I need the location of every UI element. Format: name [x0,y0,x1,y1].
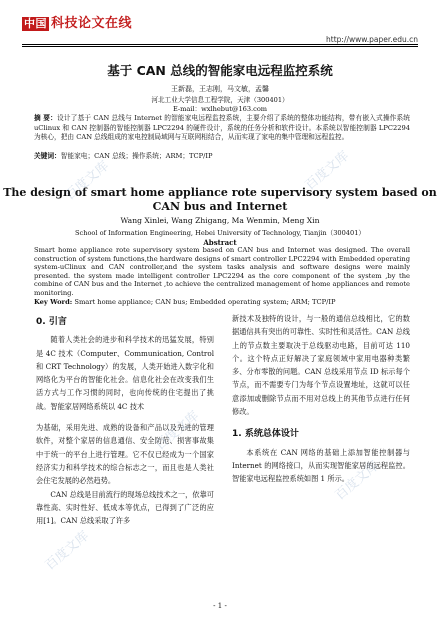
section-1-heading: 1. 系统总体设计 [232,429,299,440]
keywords-en-text: Smart home appliance; CAN bus; Embedded operating system; ARM; TCP/IP [74,298,336,306]
journal-logo [22,12,132,31]
authors-en: Wang Xinlei, Wang Zhigang, Ma Wenmin, Meng Xin [120,216,320,225]
keywords-cn [34,152,410,162]
header-rule-thin [22,46,418,47]
logo-badge: 中国 [24,17,47,30]
right-paragraph-1: 新技术及独特的设计，与一般的通信总线相比，它的数据通信具有突出的可靠性、实时性和灵活性。CAN 总线上的节点数主要取决于总线驱动电路，目前可达 110 个。这个特点正好解决了家庭领域中家用电器种类繁多、分布零散的问题。CAN 总线采用节点 ID 标示每个节点，而不需要专门为每个节点设置地址，这就可以任意添加或删除节点而不用对总线上的其他节点进行任何修改。 [232,314,410,417]
email[interactable]: E-mail：wxlhebut@163.com [172,105,268,113]
abstract-cn-text: 设计了基于 CAN 总线与 Internet 的智能家电远程监控系统，主要介绍了系统的整体功能结构，带有嵌入式操作系统 uClinux 和 CAN 控制器的智能控制器 LPC2294 的硬件设计，系统的任务分析和软件设计。本系统以智能控制器 LPC2294 为核心，把由 CAN 总线组成的家电控制局域网与互联网相结合，从而实现了家电的集中管理和远程监控。 [34,114,410,141]
abstract-en-label: Abstract [203,238,237,247]
sec0-paragraph-2: 为基础，采用先进、成熟的设备和产品以及先进的管理软件，对整个家居的信息通信、安全防范、损害事故集中于统一的平台上进行管理。它不仅已经成为一个国家经济实力和科学技术的综合标志之一，而且也是人类社会住宅发展的必然趋势。 [36,423,214,486]
sec0-paragraph-1: 随着人类社会的进步和科学技术的迅猛发展，特别是 4C 技术（Computer、Communication, Control 和 CRT Technology）的发展，人类开始进入数字化和网络化为平台的智能化社会。信息化社会在改变我们生活方式与工作习惯的同时，也向传统的住宅提出了挑战。智能家居网络系统以 4C 技术 [36,335,214,411]
section-0-heading: 0. 引言 [36,317,67,327]
title-cn: 基于 CAN 总线的智能家电远程监控系统 [107,63,333,78]
keywords-cn-text: 智能家电；CAN 总线；操作系统；ARM；TCP/IP [60,152,213,160]
abstract-cn [34,114,410,143]
watermark: 百度文库 [62,158,113,204]
logo-text: 科技论文在线 [51,16,133,31]
watermark: 百度文库 [42,528,93,574]
authors-cn: 王新磊，王志刚，马文敏，孟馨 [171,85,269,93]
watermark: 百度文库 [152,408,203,454]
keywords-en-label: Key Word: [34,298,73,306]
right-column [232,312,410,486]
journal-url[interactable]: http://www.paper.edu.cn [326,35,418,44]
sec1-paragraph-1: 本系统在 CAN 网络的基础上添加智能控制器与 Internet 的网络接口，从而实现智能家居的远程监控。智能家电远程监控系统如图 1 所示。 [232,447,410,484]
affiliation-en: School of Information Engineering, Hebei University of Technology, Tianjin（300401） [74,229,365,237]
page-number: - 1 - [213,602,227,610]
abstract-en: Smart home appliance rote supervisory system based on CAN bus and Internet was designed. The overall construction of system functions,the hardware designs of smart controller LPC2294 with Embedded operating system-uClinux and CAN controller,and the system tasks analysis and software designs were mainly presented. the system made intelligent controller LPC2294 as the core component of the system ,by the combine of CAN bus and the Internet ,to achieve the centralized management of home appliances and remote monitoring. [34,246,410,297]
header-rule [22,44,418,45]
abstract-cn-label: 摘 要： [34,114,57,122]
watermark: 百度文库 [302,148,353,194]
sec0-paragraph-3: CAN 总线是目前流行的现场总线技术之一，依靠可靠性高、实时性好、低成本等优点，已得到了广泛的应用[1]。CAN 总线采取了许多 [36,489,214,526]
title-en: The design of smart home appliance rote supervisory system based on CAN bus and Internet [3,186,437,213]
keywords-en [34,298,410,307]
keywords-cn-label: 关键词： [34,152,61,160]
watermark: 百度文库 [332,458,383,504]
affiliation-cn: 河北工业大学信息工程学院，天津（300401） [151,96,289,104]
